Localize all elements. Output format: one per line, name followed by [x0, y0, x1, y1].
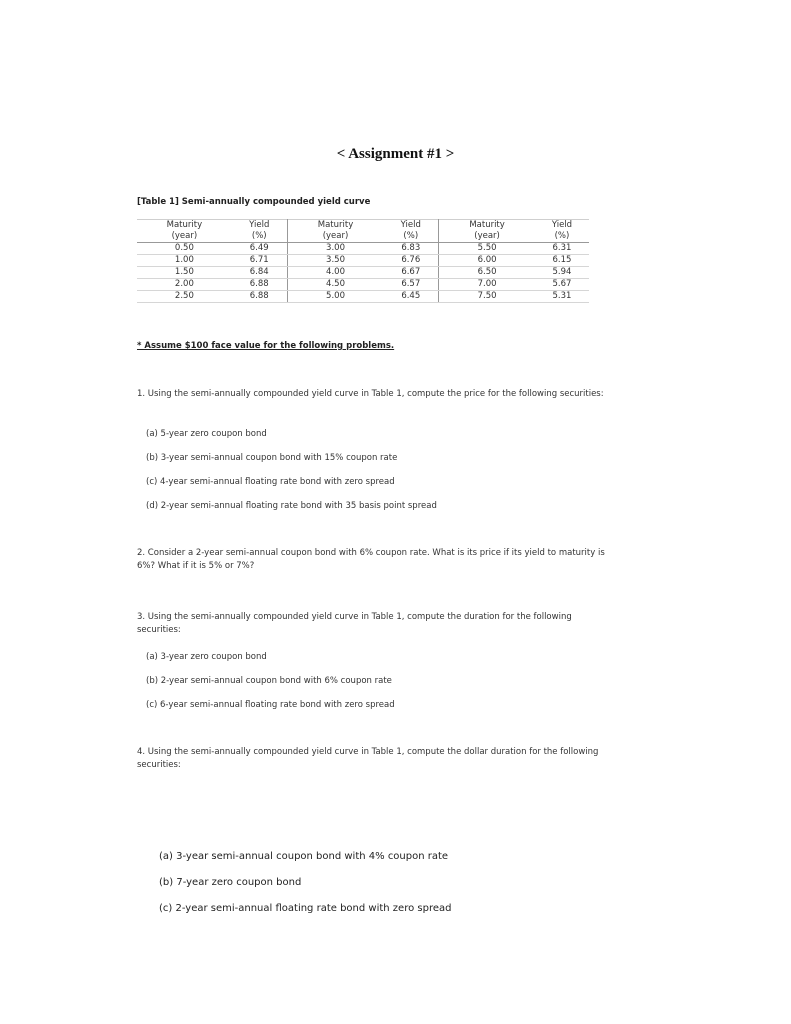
table-caption: [Table 1] Semi-annually compounded yield curve: [137, 197, 371, 207]
table-cell: 1.50: [137, 267, 232, 279]
table-cell: 7.00: [439, 279, 535, 291]
header-unit: (%): [232, 231, 287, 243]
header-yield: Yield: [232, 220, 287, 232]
header-maturity: Maturity: [287, 220, 383, 232]
header-unit: (%): [535, 231, 589, 243]
table-cell: 5.67: [535, 279, 589, 291]
face-value-note: * Assume $100 face value for the following problems.: [137, 341, 395, 351]
table-cell: 6.57: [383, 279, 438, 291]
table-cell: 5.31: [535, 291, 589, 303]
question-1-item-b: (b) 3-year semi-annual coupon bond with 15% coupon rate: [146, 453, 398, 463]
header-unit: (%): [383, 231, 438, 243]
question-4: 4. Using the semi-annually compounded yield curve in Table 1, compute the dollar duration for the following securities:: [137, 747, 599, 770]
table-cell: 6.83: [383, 243, 438, 255]
table-header-row: [137, 220, 589, 232]
table-cell: 6.88: [232, 279, 287, 291]
page-title: < Assignment #1 >: [336, 146, 455, 162]
table-cell: 3.00: [287, 243, 383, 255]
question-4-item-a: (a) 3-year semi-annual coupon bond with 4% coupon rate: [159, 851, 449, 862]
header-unit: (year): [287, 231, 383, 243]
question-2: 2. Consider a 2-year semi-annual coupon bond with 6% coupon rate. What is its price if its yield to maturity is 6%? What if it is 5% or 7%?: [137, 548, 605, 571]
table-cell: 2.50: [137, 291, 232, 303]
table-cell: 7.50: [439, 291, 535, 303]
table-cell: 6.67: [383, 267, 438, 279]
header-unit: (year): [137, 231, 232, 243]
question-1-item-a: (a) 5-year zero coupon bond: [146, 429, 267, 439]
question-3-item-b: (b) 2-year semi-annual coupon bond with 6% coupon rate: [146, 676, 392, 686]
table-cell: 4.00: [287, 267, 383, 279]
question-1: 1. Using the semi-annually compounded yield curve in Table 1, compute the price for the following securities:: [137, 389, 604, 399]
question-4-item-b: (b) 7-year zero coupon bond: [159, 877, 302, 888]
question-3-item-c: (c) 6-year semi-annual floating rate bond with zero spread: [146, 700, 395, 710]
header-yield: Yield: [383, 220, 438, 232]
table-cell: 6.84: [232, 267, 287, 279]
header-maturity: Maturity: [137, 220, 232, 232]
table-cell: 3.50: [287, 255, 383, 267]
table-cell: 6.71: [232, 255, 287, 267]
header-yield: Yield: [535, 220, 589, 232]
table-row: [137, 243, 589, 255]
question-4-item-c: (c) 2-year semi-annual floating rate bond with zero spread: [159, 903, 452, 914]
table-cell: 2.00: [137, 279, 232, 291]
table-row: [137, 279, 589, 291]
table-cell: 4.50: [287, 279, 383, 291]
table-header-units-row: [137, 231, 589, 243]
table-cell: 6.88: [232, 291, 287, 303]
table-cell: 6.45: [383, 291, 438, 303]
table-row: [137, 267, 589, 279]
question-3: 3. Using the semi-annually compounded yield curve in Table 1, compute the duration for the following securities:: [137, 612, 572, 635]
table-cell: 6.00: [439, 255, 535, 267]
table-cell: 5.94: [535, 267, 589, 279]
question-1-item-d: (d) 2-year semi-annual floating rate bond with 35 basis point spread: [146, 501, 437, 511]
yield-curve-table: [137, 219, 589, 303]
table-cell: 1.00: [137, 255, 232, 267]
header-unit: (year): [439, 231, 535, 243]
header-maturity: Maturity: [439, 220, 535, 232]
table-cell: 0.50: [137, 243, 232, 255]
table-cell: 5.00: [287, 291, 383, 303]
question-3-item-a: (a) 3-year zero coupon bond: [146, 652, 267, 662]
table-cell: 6.50: [439, 267, 535, 279]
table-cell: 6.76: [383, 255, 438, 267]
question-1-item-c: (c) 4-year semi-annual floating rate bond with zero spread: [146, 477, 395, 487]
table-cell: 6.31: [535, 243, 589, 255]
yield-curve-table-container: [137, 219, 589, 303]
table-row: [137, 255, 589, 267]
table-cell: 5.50: [439, 243, 535, 255]
table-cell: 6.15: [535, 255, 589, 267]
table-cell: 6.49: [232, 243, 287, 255]
table-row: [137, 291, 589, 303]
